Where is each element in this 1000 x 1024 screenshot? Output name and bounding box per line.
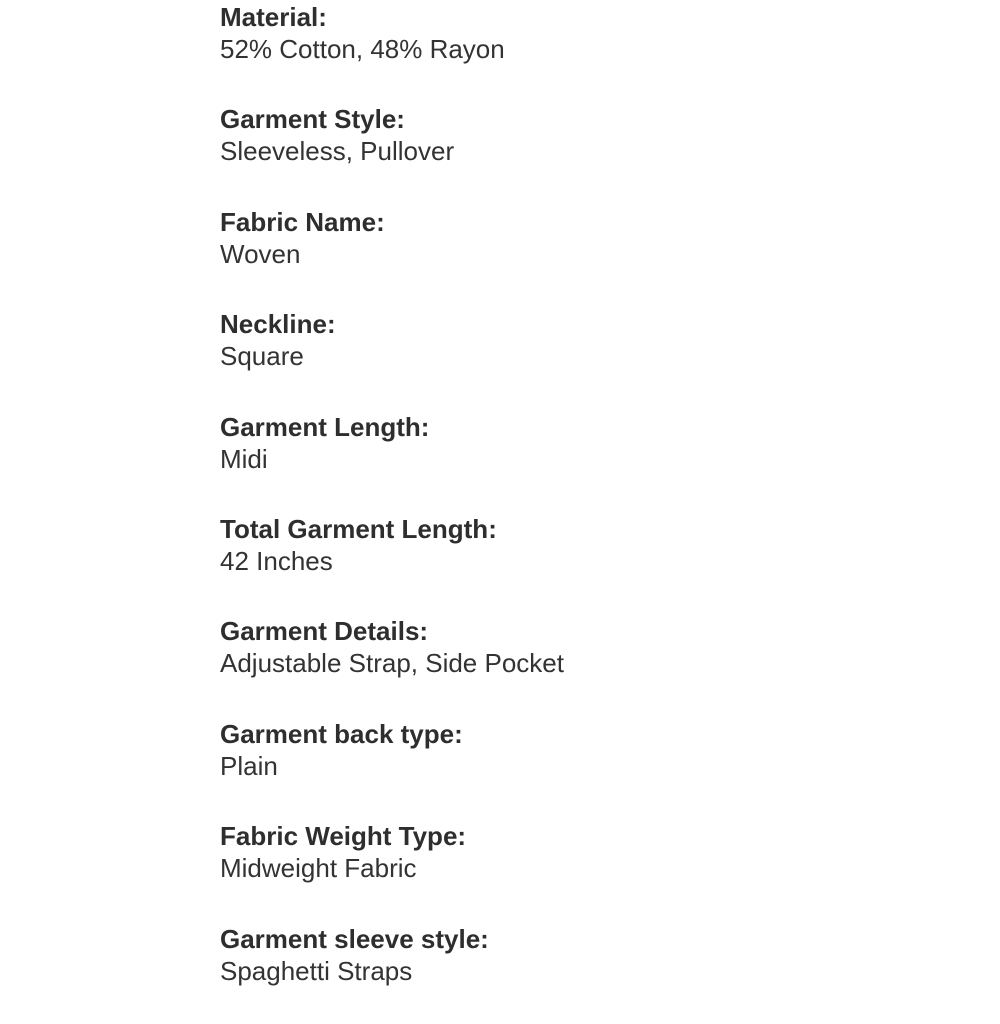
spec-value: Woven (220, 238, 301, 269)
spec-garment-style (220, 102, 980, 204)
spec-label: Material: (220, 2, 327, 32)
spec-label: Total Garment Length: (220, 513, 497, 544)
spec-label: Garment Style: (220, 104, 405, 135)
spec-garment-sleeve-style (220, 922, 980, 1024)
spec-total-garment-length (220, 512, 980, 614)
spec-value: Adjustable Strap, Side Pocket (220, 648, 564, 679)
spec-value: Sleeveless, Pullover (220, 136, 455, 167)
spec-value: 42 Inches (220, 545, 333, 576)
spec-label: Garment Details: (220, 616, 429, 647)
spec-value: Midi (220, 443, 268, 474)
spec-material (220, 0, 980, 102)
spec-label: Garment back type: (220, 718, 463, 749)
spec-value: Square (220, 341, 304, 372)
spec-garment-length (220, 410, 980, 512)
product-spec-list (220, 0, 980, 1024)
spec-value: Midweight Fabric (220, 853, 417, 884)
spec-label: Fabric Name: (220, 206, 385, 237)
spec-label: Fabric Weight Type: (220, 821, 467, 852)
spec-fabric-name (220, 205, 980, 307)
spec-fabric-weight-type (220, 819, 980, 921)
spec-label: Neckline: (220, 309, 336, 340)
spec-value: Spaghetti Straps (220, 955, 413, 986)
spec-value: Plain (220, 750, 278, 781)
spec-garment-back-type (220, 717, 980, 819)
spec-label: Garment Length: (220, 411, 430, 442)
spec-value: 52% Cotton, 48% Rayon (220, 34, 505, 64)
spec-neckline (220, 307, 980, 409)
spec-garment-details (220, 614, 980, 716)
spec-label: Garment sleeve style: (220, 923, 489, 954)
